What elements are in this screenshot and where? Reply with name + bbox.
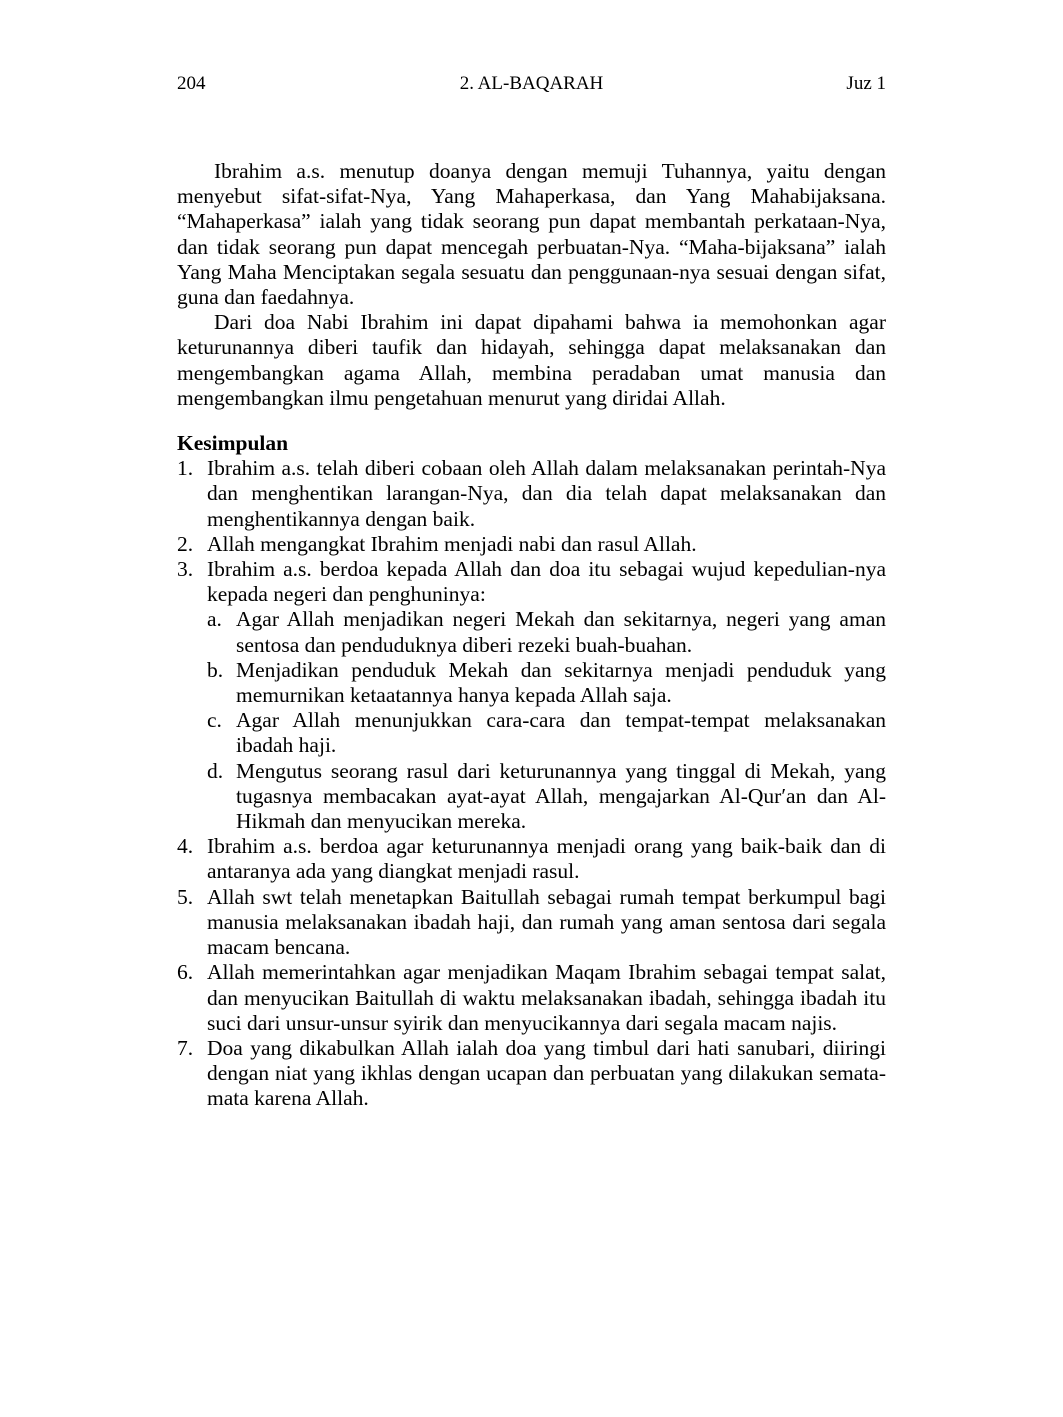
list-number: 1. (177, 456, 194, 481)
sub-list-item (207, 658, 886, 708)
list-number: 2. (177, 531, 194, 556)
list-item (177, 834, 886, 884)
list-item (177, 885, 886, 961)
list-item-text: Doa yang dikabulkan Allah ialah doa yang timbul dari hati sanubari, diiringi dengan niat yang ikhlas dengan ucapan dan perbuatan yang dilakukan semata-mata karena Allah. (207, 1035, 886, 1111)
list-item (177, 532, 886, 557)
sub-list-text: Agar Allah menjadikan negeri Mekah dan sekitarnya, negeri yang aman sentosa dan penduduknya diberi rezeki buah-buahan. (236, 607, 886, 657)
chapter-title: 2. AL-BAQARAH (459, 73, 604, 94)
list-number: 6. (177, 960, 194, 985)
sub-list-text: Mengutus seorang rasul dari keturunannya yang tinggal di Mekah, yang tugasnya membacakan ayat-ayat Allah, mengajarkan Al-Qur′an dan Al-Hikmah dan menyucikan mereka. (236, 758, 886, 834)
sub-list (207, 607, 886, 834)
body-paragraph: Ibrahim a.s. menutup doanya dengan memuji Tuhannya, yaitu dengan menyebut sifat-sifat-Nya, Yang Mahaperkasa, dan Yang Mahabijaksana. “Mahaperkasa” ialah yang tidak seorang pun dapat membantah perkataan-Nya, dan tidak seorang pun dapat mencegah perbuatan-Nya. “Maha-bijaksana” ialah Yang Maha Menciptakan segala sesuatu dan penggunaan-nya sesuai dengan sifat, guna dan faedahnya. (177, 159, 886, 310)
list-number: 5. (177, 884, 194, 909)
sub-list-text: Menjadikan penduduk Mekah dan sekitarnya menjadi penduduk yang memurnikan ketaatannya hanya kepada Allah saja. (236, 657, 886, 708)
list-item (177, 960, 886, 1036)
list-item-text: Ibrahim a.s. telah diberi cobaan oleh Allah dalam melaksanakan perintah-Nya dan menghentikan larangan-Nya, dan dia telah dapat melaksanakan dan menghentikannya dengan baik. (207, 456, 886, 531)
list-item (177, 1036, 886, 1112)
conclusion-list (177, 456, 886, 1111)
list-item-text: Allah swt telah menetapkan Baitullah sebagai rumah tempat berkumpul bagi manusia melaksanakan ibadah haji, dan rumah yang aman sentosa dari segala macam bencana. (207, 884, 886, 960)
sub-list-letter: c. (207, 708, 222, 733)
juz-label: Juz 1 (846, 73, 886, 94)
sub-list-letter: d. (207, 758, 224, 783)
sub-list-letter: b. (207, 657, 224, 682)
page-number: 204 (177, 73, 206, 94)
list-item (177, 557, 886, 834)
running-header (177, 72, 886, 96)
list-number: 3. (177, 557, 194, 582)
sub-list-item (207, 607, 886, 657)
sub-list-item (207, 759, 886, 835)
sub-list-letter: a. (207, 607, 222, 632)
list-number: 7. (177, 1035, 194, 1060)
list-item-text: Allah mengangkat Ibrahim menjadi nabi dan rasul Allah. (207, 531, 697, 556)
page-body (177, 159, 886, 1112)
list-item-text: Ibrahim a.s. berdoa agar keturunannya menjadi orang yang baik-baik dan di antaranya ada yang diangkat menjadi rasul. (207, 834, 886, 884)
section-heading: Kesimpulan (177, 431, 289, 456)
list-item (177, 456, 886, 532)
sub-list-text: Agar Allah menunjukkan cara-cara dan tempat-tempat melaksanakan ibadah haji. (236, 708, 886, 758)
sub-list-item (207, 708, 886, 758)
list-number: 4. (177, 834, 194, 859)
body-paragraph: Dari doa Nabi Ibrahim ini dapat dipahami bahwa ia memohonkan agar keturunannya diberi taufik dan hidayah, sehingga dapat melaksanakan dan mengembangkan agama Allah, membina peradaban umat manusia dan mengembangkan ilmu pengetahuan menurut yang diridai Allah. (177, 310, 886, 410)
list-item-text: Ibrahim a.s. berdoa kepada Allah dan doa itu sebagai wujud kepedulian-nya kepada negeri dan penghuninya: (207, 557, 886, 607)
list-item-text: Allah memerintahkan agar menjadikan Maqam Ibrahim sebagai tempat salat, dan menyucikan Baitullah di waktu melaksanakan ibadah, sehingga ibadah itu suci dari unsur-unsur syirik dan menyucikannya dari segala macam najis. (207, 960, 886, 1035)
